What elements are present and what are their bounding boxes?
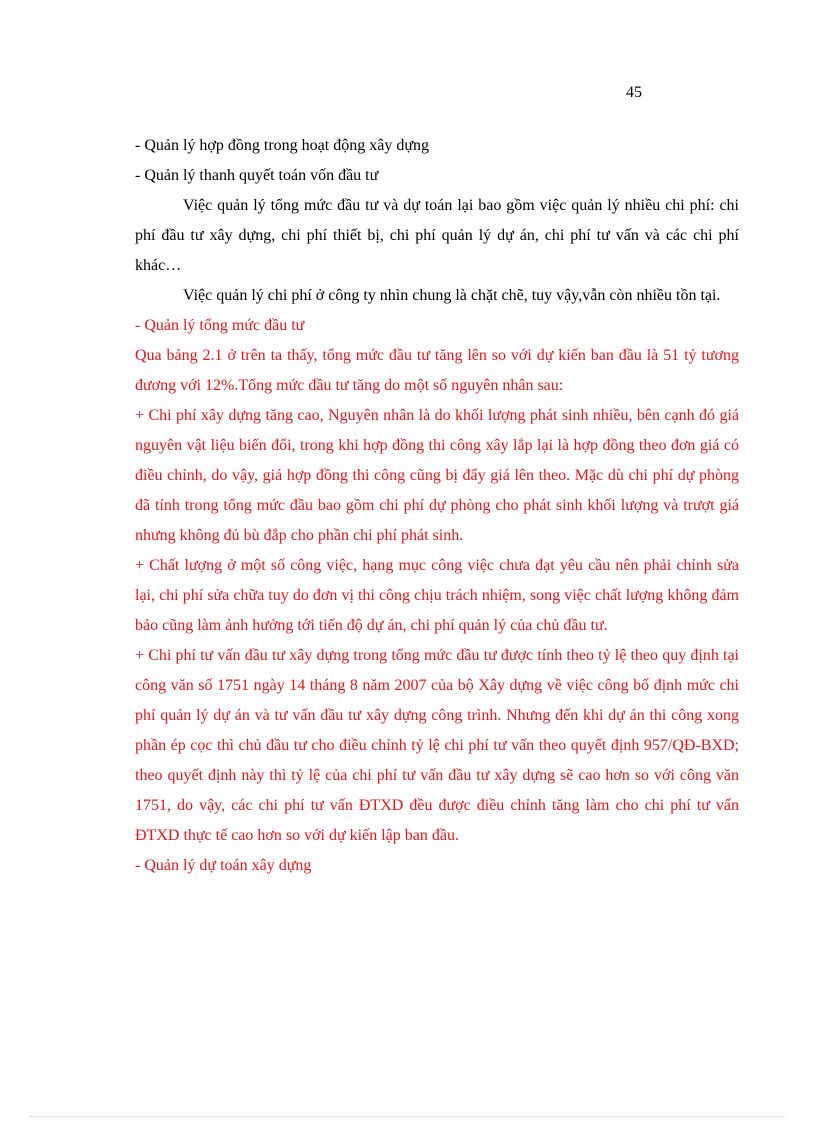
paragraph-cost-management-assessment: Việc quản lý chi phí ở công ty nhìn chung là chặt chẽ, tuy vậy,vẫn còn nhiều tồn tại. <box>183 287 721 304</box>
bullet-settlement-management: - Quản lý thanh quyết toán vốn đầu tư <box>135 167 379 184</box>
heading-construction-estimate-management: - Quản lý dự toán xây dựng <box>135 857 312 874</box>
paragraph-quality-reason: + Chất lượng ở một số công việc, hạng mục công việc chưa đạt yêu cầu nên phải chỉnh sửa lại, chi phí sửa chữa tuy do đơn vị thi công chịu trách nhiệm, song việc chất lượng không đảm bảo cũng làm ảnh hưởng tới tiến độ dự án, chi phí quản lý của chủ đầu tư. <box>135 557 739 634</box>
footer-divider <box>30 1116 786 1117</box>
page-number: 45 <box>626 84 642 101</box>
paragraph-construction-cost-reason: + Chi phí xây dựng tăng cao, Nguyên nhân là do khối lượng phát sinh nhiều, bên cạnh đó giá nguyên vật liệu biến đổi, trong khi hợp đồng thi công xây lắp lại là hợp đồng theo đơn giá có điều chỉnh, do vậy, giá hợp đồng thi công cũng bị đẩy giá lên theo. Mặc dù chi phí dự phòng đã tính trong tổng mức đầu bao gồm chi phí dự phòng cho phát sinh khối lượng và trượt giá nhưng không đủ bù đắp cho phần chi phí phát sinh. <box>135 407 739 544</box>
bullet-contract-management: - Quản lý hợp đồng trong hoạt động xây dựng <box>135 137 429 154</box>
paragraph-consulting-cost-reason: + Chi phí tư vấn đầu tư xây dựng trong tổng mức đầu tư được tính theo tỷ lệ theo quy định tại công văn số 1751 ngày 14 tháng 8 năm 2007 của bộ Xây dựng về việc công bố định mức chi phí quản lý dự án và tư vấn đầu tư xây dựng công trình. Nhưng đến khi dự án thi công xong phần ép cọc thì chủ đầu tư cho điều chỉnh tỷ lệ chi phí tư vấn theo quyết định 957/QĐ-BXD; theo quyết định này thì tỷ lệ của chi phí tư vấn đầu tư xây dựng sẽ cao hơn so với công văn 1751, do vậy, các chi phí tư vấn ĐTXD đều được điều chỉnh tăng làm cho chi phí tư vấn ĐTXD thực tế cao hơn so với dự kiến lập ban đầu. <box>135 647 739 844</box>
paragraph-cost-management-scope: Việc quản lý tổng mức đầu tư và dự toán lại bao gồm việc quản lý nhiều chi phí: chi phí đầu tư xây dựng, chi phí thiết bị, chi phí quản lý dự án, chi phí tư vấn và các chi phí khác… <box>135 197 739 274</box>
paragraph-total-investment-increase: Qua bảng 2.1 ở trên ta thấy, tổng mức đầu tư tăng lên so với dự kiến ban đầu là 51 tỷ tương đương với 12%.Tổng mức đầu tư tăng do một số nguyên nhân sau: <box>135 347 739 394</box>
heading-total-investment-management: - Quản lý tổng mức đầu tư <box>135 317 305 334</box>
document-body <box>135 131 739 881</box>
